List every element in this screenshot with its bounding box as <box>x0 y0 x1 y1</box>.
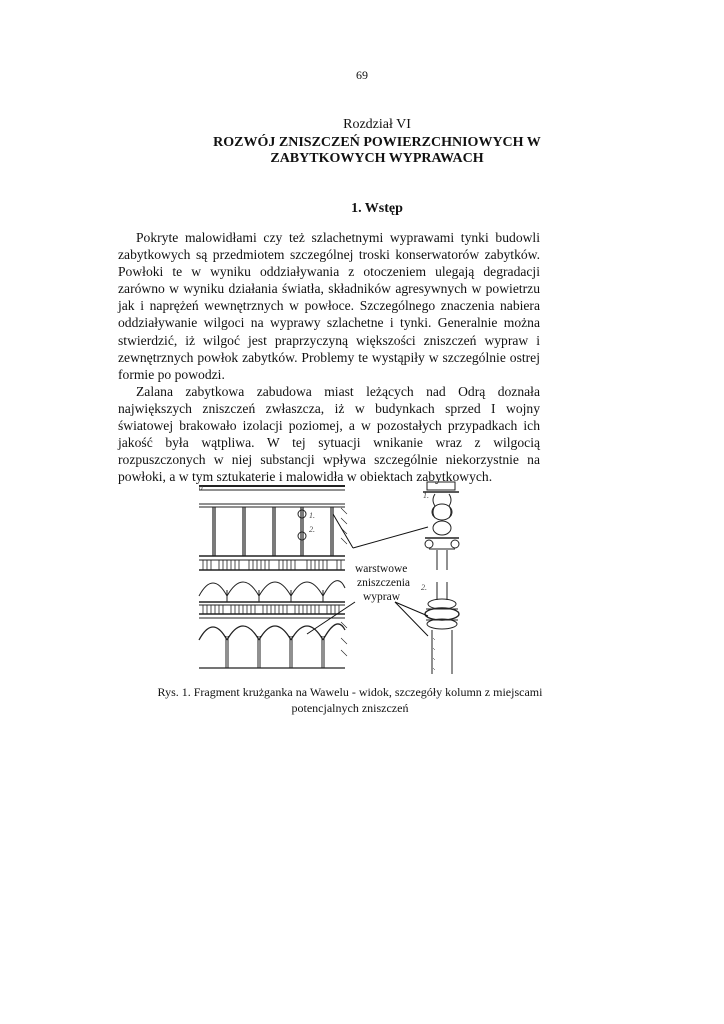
chapter-title-line-2: ZABYTKOWYCH WYPRAWACH <box>270 151 484 166</box>
page-number: 69 <box>356 68 368 82</box>
caption-line-2: potencjalnych zniszczeń <box>291 701 409 715</box>
arcade-elevation-drawing <box>199 486 347 668</box>
callout-label-line-2: zniszczenia <box>357 577 410 589</box>
callout-label-line-1: warstwowe <box>355 563 408 575</box>
body-text <box>118 229 540 485</box>
chapter-label: Rozdział VI <box>343 117 411 132</box>
figure-caption <box>110 684 590 716</box>
figure-detail-mark-2: 2. <box>421 583 427 592</box>
figure-drawing <box>195 478 465 676</box>
callout-label-line-3: wypraw <box>363 591 401 603</box>
paragraph-1: Pokryte malowidłami czy też szlachetnymi wyprawami tynki budowli zabytkowych są przedmiotem szczególnej troski konserwatorów zabytków. Powłoki te w wyniku oddziaływania z otoczeniem ulegają degradacji zarówno w wyniku działania światła, składników agresywnych w powietrzu jak i naprężeń wewnętrznych w powłoce. Szczególnego znaczenia nabiera oddziaływanie wilgoci na wyprawy szlachetne i tynki. Generalnie można stwierdzić, iż wilgoć jest praprzyczyną większości zniszczeń wypraw i zewnętrznych powłok zabytków. Problemy te wystąpiły w szczególnie ostrej formie po powodzi. <box>118 230 540 382</box>
section-heading: 1. Wstęp <box>351 201 403 216</box>
column-detail-2 <box>425 582 459 674</box>
figure-mark-2: 2. <box>309 525 315 534</box>
caption-line-1: Rys. 1. Fragment krużganka na Wawelu - widok, szczegóły kolumn z miejscami <box>157 685 543 699</box>
figure-detail-mark-1: 1. <box>423 491 429 500</box>
figure-wawel-arcade <box>195 478 465 676</box>
chapter-title <box>0 135 724 167</box>
chapter-title-line-1: ROZWÓJ ZNISZCZEŃ POWIERZCHNIOWYCH W <box>213 135 541 150</box>
paragraph-2: Zalana zabytkowa zabudowa miast leżących nad Odrą doznała największych zniszczeń zwłaszcza, iż w budynkach sprzed I wojny światowej brakowało izolacji poziomej, a w pozostałych przypadkach ich jakość była wątpliwa. W tej sytuacji wnikanie wraz z wilgocią rozpuszczonych w niej substancji wpływa szczególnie niekorzystnie na powłoki, a w tym sztukaterie i malowidła w obiektach zabytkowych. <box>118 383 540 485</box>
figure-mark-1: 1. <box>309 511 315 520</box>
figure-mark-a: a <box>199 483 203 492</box>
